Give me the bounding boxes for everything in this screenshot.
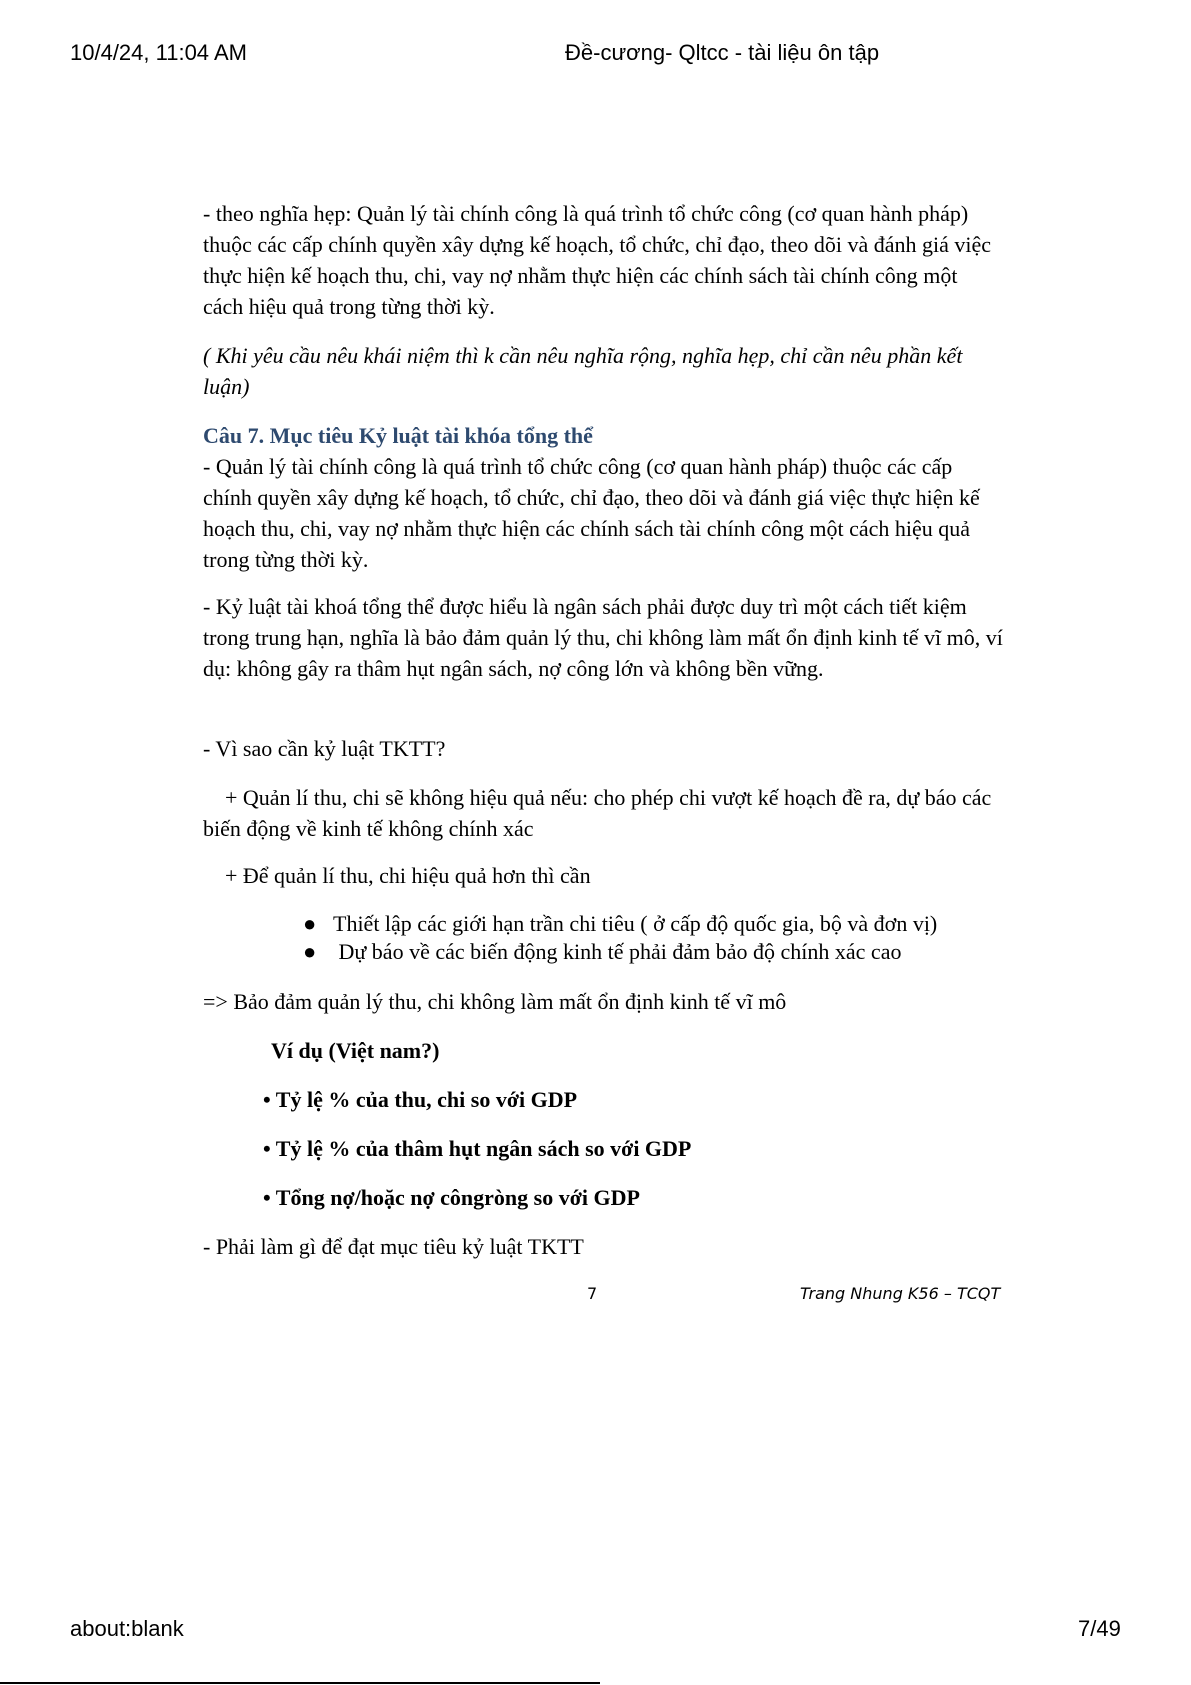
document-title: Đề-cương- Qltcc - tài liệu ôn tập	[565, 40, 880, 65]
section-heading: Câu 7. Mục tiêu Kỷ luật tài khóa tổng thể	[203, 423, 593, 448]
paragraph-reason-1: + Quản lí thu, chi sẽ không hiệu quả nếu: cho phép chi vượt kế hoạch đề ra, dự báo các biến động về kinh tế không chính xác	[203, 785, 992, 841]
page-number: 7	[587, 1284, 598, 1303]
example-title: Ví dụ (Việt nam?)	[271, 1038, 440, 1063]
example-item: • Tỷ lệ % của thâm hụt ngân sách so với GDP	[263, 1136, 692, 1161]
example-item: • Tổng nợ/hoặc nợ côngròng so với GDP	[263, 1185, 640, 1210]
example-item: • Tỷ lệ % của thu, chi so với GDP	[263, 1087, 578, 1112]
bottom-rule	[0, 1682, 600, 1684]
paragraph-conclusion: => Bảo đảm quản lý thu, chi không làm mất ổn định kinh tế vĩ mô	[203, 989, 787, 1014]
paragraph-reason-2: + Để quản lí thu, chi hiệu quả hơn thì cần	[225, 863, 591, 888]
bullet-icon: ●	[303, 911, 317, 936]
paragraph-definition: - Quản lý tài chính công là quá trình tổ chức công (cơ quan hành pháp) thuộc các cấp chính quyền xây dựng kế hoạch, tổ chức, chỉ đạo, theo dõi và đánh giá việc thực hiện kế hoạch thu, chi, vay nợ nhằm thực hiện các chính sách tài chính công một cách hiệu quả trong từng thời kỳ.	[203, 454, 980, 572]
paragraph-fiscal-discipline: - Kỷ luật tài khoá tổng thể được hiểu là ngân sách phải được duy trì một cách tiết kiệm trong trung hạn, nghĩa là bảo đảm quản lý thu, chi không làm mất ổn định kinh tế vĩ mô, ví dụ: không gây ra thâm hụt ngân sách, nợ công lớn và không bền vững.	[203, 594, 1003, 681]
note-italic: ( Khi yêu cầu nêu khái niệm thì k cần nêu nghĩa rộng, nghĩa hẹp, chỉ cần nêu phần kết luận)	[203, 343, 963, 399]
bullet-item: ● Dự báo về các biến động kinh tế phải đảm bảo độ chính xác cao	[303, 936, 1023, 967]
print-datetime: 10/4/24, 11:04 AM	[70, 40, 247, 65]
bullet-icon: ●	[303, 939, 317, 964]
paragraph-what-to-do: - Phải làm gì để đạt mục tiêu kỷ luật TKTT	[203, 1234, 584, 1259]
bullet-item: ● Thiết lập các giới hạn trần chi tiêu ( ở cấp độ quốc gia, bộ và đơn vị)	[303, 908, 1023, 939]
paragraph-narrow-definition: - theo nghĩa hẹp: Quản lý tài chính công là quá trình tổ chức công (cơ quan hành pháp) thuộc các cấp chính quyền xây dựng kế hoạch, tổ chức, chỉ đạo, theo dõi và đánh giá việc thực hiện kế hoạch thu, chi, vay nợ nhằm thực hiện các chính sách tài chính công một cách hiệu quả trong từng thời kỳ.	[203, 201, 992, 319]
page-count: 7/49	[1078, 1616, 1121, 1641]
page-credit: Trang Nhung K56 – TCQT	[800, 1284, 1001, 1303]
page-url: about:blank	[70, 1616, 184, 1641]
paragraph-why-question: - Vì sao cần kỷ luật TKTT?	[203, 736, 446, 761]
